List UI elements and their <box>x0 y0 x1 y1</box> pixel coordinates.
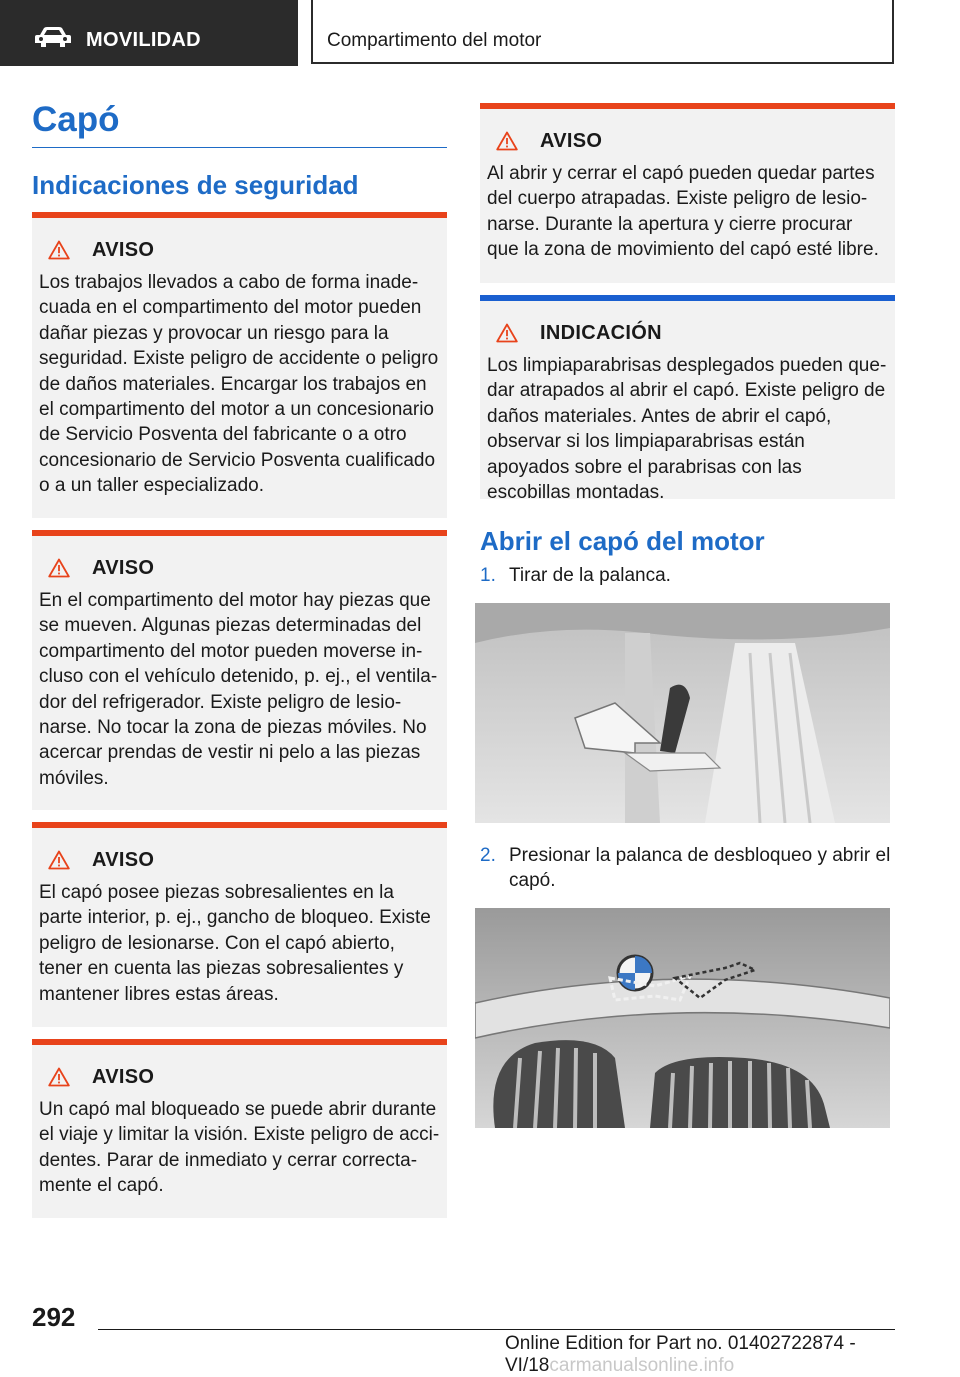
footer-rule <box>98 1329 895 1330</box>
warning-label: AVISO <box>92 556 155 579</box>
note-box <box>480 295 895 504</box>
car-icon <box>34 26 72 48</box>
warning-box <box>480 103 895 283</box>
hood-release-photo <box>475 908 890 1128</box>
warning-label: AVISO <box>92 848 155 871</box>
warning-text: El capó posee piezas sobresalientes en la parte interior, p. ej., gancho de bloqueo. Existe peligro de lesionarse. Con el capó abierto, tener en cuenta las piezas sobresalientes y mantener libres estas áreas. <box>39 882 431 1005</box>
warning-triangle-icon <box>48 1067 70 1087</box>
step-number: 1. <box>480 565 496 586</box>
warning-triangle-icon <box>496 131 518 151</box>
warning-text: En el compartimento del motor hay piezas que se mueven. Algunas piezas determinadas del compartimento del motor pueden moverse incluso con el vehículo detenido, p. ej., el ventilador del refrigerador. Existe peligro de lesionarse. No tocar la zona de piezas móviles. No acercar prendas de vestir ni pelo a las piezas móviles. <box>39 590 438 789</box>
step-item <box>480 843 895 895</box>
warning-label: AVISO <box>92 238 155 261</box>
note-label: INDICACIÓN <box>540 321 662 344</box>
warning-box <box>32 822 447 1027</box>
title-rule <box>32 147 447 148</box>
warning-text: Los trabajos llevados a cabo de forma inadecuada en el compartimento del motor pueden dañar piezas y provocar un riesgo para la seguridad. Existe peligro de accidente o peligro de daños materiales. Encargar los trabajos en el compartimento del motor a un concesionario de Servicio Posventa del fabricante o a otro concesionario de Servicio Posventa cualificado o a un taller especializado. <box>39 272 439 497</box>
step-number: 2. <box>480 845 496 866</box>
warning-box <box>32 212 447 518</box>
warning-box <box>32 1039 447 1218</box>
step-text: Tirar de la palanca. <box>509 565 671 586</box>
footer-edition <box>505 1333 960 1377</box>
warning-label: AVISO <box>540 129 603 152</box>
warning-label: AVISO <box>92 1065 155 1088</box>
header-section-label: MOVILIDAD <box>86 29 201 51</box>
warning-text: Un capó mal bloqueado se puede abrir durante el viaje y limitar la visión. Existe peligro de accidentes. Parar de inmediato y cerrar correctamente el capó. <box>39 1099 440 1197</box>
hood-lever-photo <box>475 603 890 823</box>
breadcrumb: Compartimento del motor <box>327 30 542 51</box>
warning-triangle-icon <box>48 240 70 260</box>
warning-box <box>32 530 447 810</box>
step-item <box>480 563 895 589</box>
warning-triangle-icon <box>48 558 70 578</box>
warning-triangle-icon <box>48 850 70 870</box>
header-section-tab <box>0 0 298 66</box>
warning-text: Al abrir y cerrar el capó pueden quedar partes del cuerpo atrapadas. Existe peligro de lesionarse. Durante la apertura y cierre procurar que la zona de movimiento del capó esté libre. <box>487 163 879 261</box>
edition-text: Online Edition for Part no. 01402722874 - VI/18 <box>505 1333 856 1376</box>
section-subtitle: Indicaciones de seguridad <box>32 170 359 200</box>
page-number: 292 <box>32 1302 76 1332</box>
section-heading: Abrir el capó del motor <box>480 526 765 556</box>
note-text: Los limpiaparabrisas desplegados pueden quedar atrapados al abrir el capó. Existe peligro de daños materiales. Antes de abrir el capó, observar si los limpiaparabrisas están apoyados sobre el parabrisas con las escobillas montadas. <box>487 355 887 504</box>
page-title: Capó <box>32 100 120 139</box>
header-breadcrumb-box <box>311 0 894 64</box>
warning-triangle-icon <box>496 323 518 343</box>
watermark: carmanualsonline.info <box>549 1355 735 1376</box>
step-text: Presionar la palanca de desbloqueo y abrir el capó. <box>509 845 891 892</box>
